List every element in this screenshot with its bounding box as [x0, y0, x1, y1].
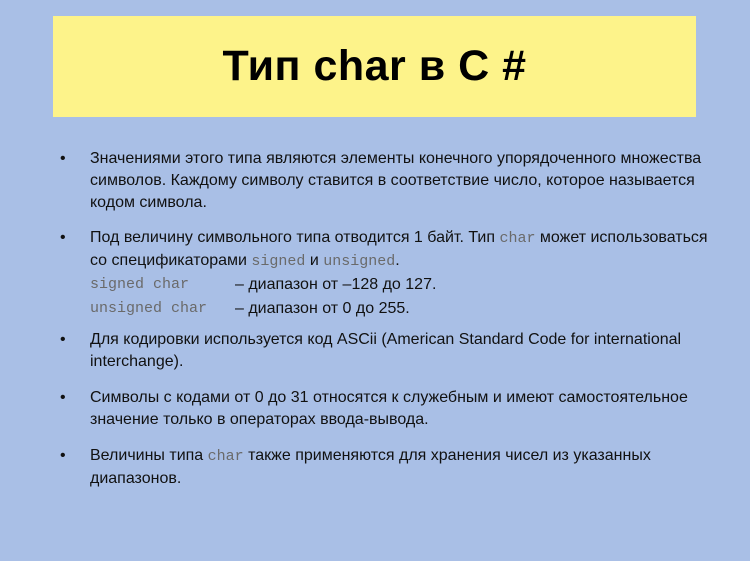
code-signed: signed	[251, 253, 306, 270]
bullet-dot: •	[60, 229, 66, 246]
bullet-item-2	[60, 227, 720, 321]
bullet-item-3	[60, 329, 720, 373]
title-banner	[53, 16, 696, 117]
bullet-text: Символы с кодами от 0 до 31 относятся к служебным и имеют самостоятельное значение только в операторах ввода-вывода.	[90, 389, 688, 428]
bullet-text: Значениями этого типа являются элементы конечного упорядоченного множества символов. Каждому символу ставится в соответствие число, которое называется кодом символа.	[90, 150, 702, 211]
bullet-dot: •	[60, 150, 66, 167]
code-signed-char: signed char	[90, 276, 190, 293]
bullet-text	[90, 227, 720, 273]
range-text: – диапазон от –128 до 127.	[235, 276, 437, 293]
bullet-item-5	[60, 445, 720, 490]
bullet-item-1	[60, 148, 720, 214]
text-segment: .	[395, 252, 400, 269]
bullet-item-4	[60, 387, 720, 431]
code-char: char	[207, 448, 244, 465]
bullet-dot: •	[60, 331, 66, 348]
text-segment: также применяются для хранения чисел из указанных диапазонов.	[90, 447, 651, 487]
text-segment: Под величину символьного типа отводится 1 байт. Тип	[90, 229, 500, 246]
text-segment: Величины типа	[90, 447, 208, 464]
code-unsigned-char: unsigned char	[90, 300, 208, 317]
range-text: – диапазон от 0 до 255.	[235, 300, 410, 317]
page-title: Тип char в C #	[222, 42, 527, 90]
text-segment: и	[305, 252, 324, 269]
bullet-dot: •	[60, 447, 66, 464]
bullet-text: Для кодировки используется код ASCii (American Standard Code for international interchange).	[90, 331, 682, 370]
text-segment: может использоваться со спецификаторами	[90, 229, 708, 269]
code-unsigned: unsigned	[323, 253, 396, 270]
range-line-unsigned	[90, 297, 720, 321]
range-line-signed	[90, 273, 720, 297]
bullet-list	[60, 148, 720, 503]
bullet-dot: •	[60, 389, 66, 406]
code-char: char	[499, 230, 536, 247]
